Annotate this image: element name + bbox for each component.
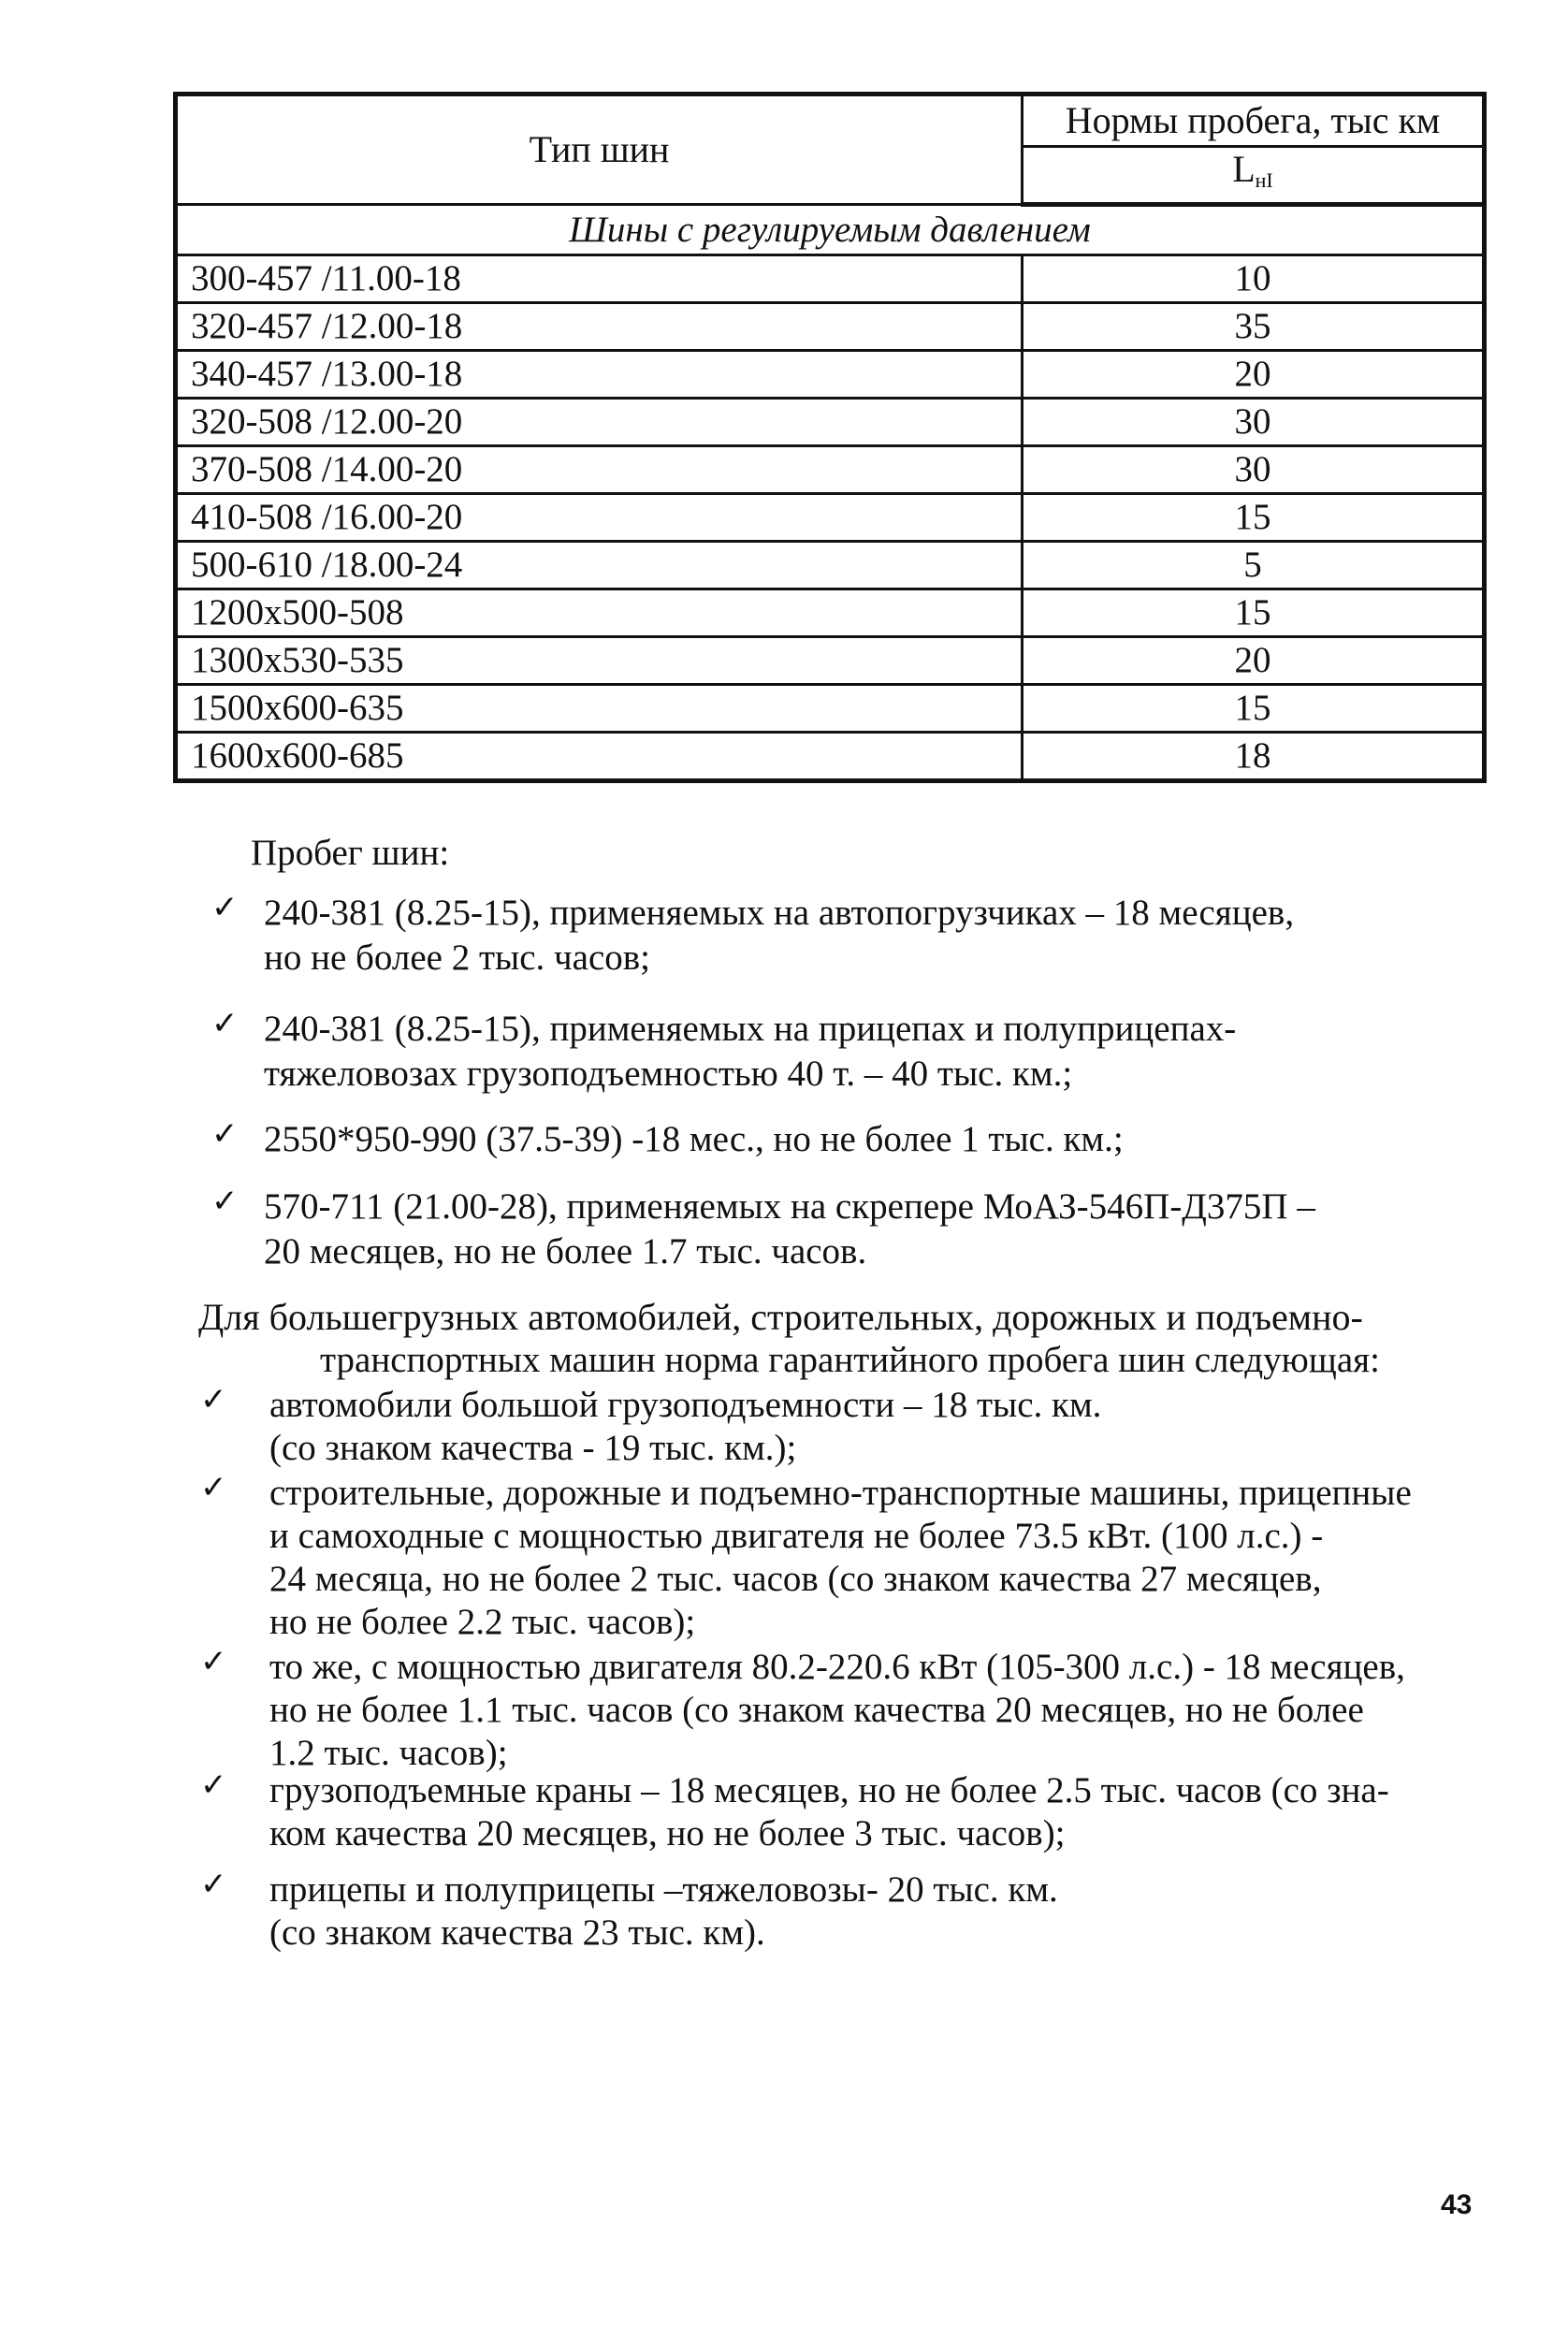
tyre-type-cell: 500-610 /18.00-24 (176, 542, 1023, 589)
list-item-line: (со знаком качества 23 тыс. км). (269, 1912, 765, 1953)
table-body (176, 255, 1485, 781)
mileage-value-cell: 30 (1023, 399, 1485, 446)
list-item-line: ком качества 20 месяцев, но не более 3 тыс. часов); (269, 1813, 1066, 1854)
check-mark-icon: ✓ (211, 1183, 239, 1220)
tyre-type-cell: 1300x530-535 (176, 637, 1023, 685)
tyre-type-cell: 1600x600-685 (176, 733, 1023, 781)
mileage-value-cell: 15 (1023, 685, 1485, 733)
table-row (176, 589, 1485, 637)
table-row (176, 494, 1485, 542)
table-row (176, 351, 1485, 399)
list-item-line: 240-381 (8.25-15), применяемых на автопогрузчиках – 18 месяцев, (264, 893, 1295, 933)
check-mark-icon: ✓ (200, 1469, 227, 1506)
tyre-type-cell: 1500x600-635 (176, 685, 1023, 733)
mileage-value-cell: 15 (1023, 589, 1485, 637)
list-item-line: 2550*950-990 (37.5-39) -18 мес., но не более 1 тыс. км.; (264, 1119, 1124, 1159)
list-item-line: 240-381 (8.25-15), применяемых на прицепах и полуприцепах- (264, 1009, 1237, 1049)
mileage-value-cell: 20 (1023, 637, 1485, 685)
header-mileage-symbol (1023, 147, 1485, 205)
check-mark-icon: ✓ (211, 1115, 239, 1153)
tyre-type-cell: 320-508 /12.00-20 (176, 399, 1023, 446)
table-row (176, 733, 1485, 781)
table-row (176, 446, 1485, 494)
table-row (176, 685, 1485, 733)
page-number: 43 (1441, 2189, 1473, 2220)
list-item-line: 20 месяцев, но не более 1.7 тыс. часов. (264, 1231, 867, 1272)
list-item-line: прицепы и полуприцепы –тяжеловозы- 20 тыс. км. (269, 1869, 1058, 1910)
section-adjustable-pressure: Шины с регулируемым давлением (176, 205, 1485, 255)
list-item-line: но не более 2.2 тыс. часов); (269, 1602, 696, 1642)
table-row (176, 399, 1485, 446)
mileage-value-cell: 30 (1023, 446, 1485, 494)
check-mark-icon: ✓ (211, 1005, 239, 1042)
check-mark-icon: ✓ (200, 1866, 227, 1903)
tyre-type-cell: 340-457 /13.00-18 (176, 351, 1023, 399)
mileage-value-cell: 35 (1023, 303, 1485, 351)
list-item-line: 570-711 (21.00-28), применяемых на скрепере МоАЗ-546П-Д375П – (264, 1186, 1315, 1227)
list-item-line: автомобили большой грузоподъемности – 18 тыс. км. (269, 1385, 1102, 1425)
symbol-subscript: нI (1255, 168, 1273, 192)
table-row (176, 542, 1485, 589)
mileage-heading: Пробег шин: (251, 833, 450, 873)
check-mark-icon: ✓ (200, 1643, 227, 1680)
mileage-value-cell: 5 (1023, 542, 1485, 589)
tyre-mileage-table (173, 92, 1487, 783)
tyre-type-cell: 300-457 /11.00-18 (176, 255, 1023, 303)
table-row (176, 255, 1485, 303)
warranty-intro-line2: транспортных машин норма гарантийного пробега шин следующая: (320, 1340, 1380, 1380)
list-item-line: то же, с мощностью двигателя 80.2-220.6 кВт (105-300 л.с.) - 18 месяцев, (269, 1647, 1405, 1687)
tyre-type-cell: 370-508 /14.00-20 (176, 446, 1023, 494)
tyre-type-cell: 1200x500-508 (176, 589, 1023, 637)
header-mileage-norms: Нормы пробега, тыс км (1023, 94, 1485, 147)
table-row (176, 637, 1485, 685)
table-row (176, 303, 1485, 351)
warranty-intro-line1: Для большегрузных автомобилей, строительных, дорожных и подъемно- (198, 1296, 1363, 1338)
mileage-value-cell: 18 (1023, 733, 1485, 781)
list-item-line: грузоподъемные краны – 18 месяцев, но не более 2.5 тыс. часов (со зна- (269, 1770, 1389, 1810)
check-mark-icon: ✓ (200, 1766, 227, 1804)
list-item-line: строительные, дорожные и подъемно-транспортные машины, прицепные (269, 1473, 1412, 1513)
list-item-line: но не более 2 тыс. часов; (264, 938, 651, 978)
mileage-value-cell: 10 (1023, 255, 1485, 303)
tyre-type-cell: 410-508 /16.00-20 (176, 494, 1023, 542)
list-item-line: и самоходные с мощностью двигателя не более 73.5 кВт. (100 л.с.) - (269, 1516, 1324, 1556)
list-item-line: 1.2 тыс. часов); (269, 1733, 508, 1773)
check-mark-icon: ✓ (200, 1381, 227, 1418)
tyre-type-cell: 320-457 /12.00-18 (176, 303, 1023, 351)
list-item-line: (со знаком качества - 19 тыс. км.); (269, 1428, 797, 1468)
check-mark-icon: ✓ (211, 889, 239, 926)
list-item-line: 24 месяца, но не более 2 тыс. часов (со знаком качества 27 месяцев, (269, 1559, 1322, 1599)
header-tyre-type: Тип шин (176, 94, 1023, 205)
list-item-line: тяжеловозах грузоподъемностью 40 т. – 40 тыс. км.; (264, 1054, 1073, 1094)
mileage-value-cell: 20 (1023, 351, 1485, 399)
symbol-l: L (1232, 148, 1256, 190)
list-item-line: но не более 1.1 тыс. часов (со знаком качества 20 месяцев, но не более (269, 1690, 1364, 1730)
mileage-value-cell: 15 (1023, 494, 1485, 542)
